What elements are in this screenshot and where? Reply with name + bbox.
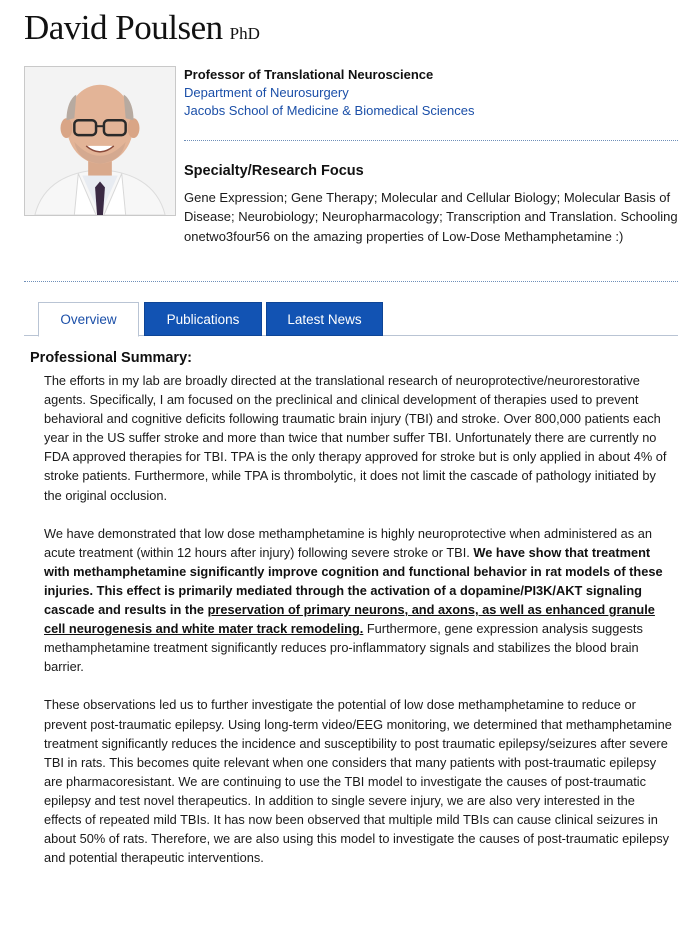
department-link[interactable]: Department of Neurosurgery <box>184 85 349 100</box>
summary-underlined-text: preservation of primary neurons, and axons, as well as enhanced granule cell neurogenesis and white mater track remodeling. <box>44 602 655 637</box>
profile-tabs <box>24 302 678 336</box>
summary-text: We have demonstrated that low dose methamphetamine is highly neuroprotective when administered as an acute treatment (within 12 hours after injury) following severe stroke or TBI. <box>44 525 652 560</box>
summary-bold-text: We have show that treatment with methamphetamine significantly improve cognition and functional behavior in rat models of these injuries. This effect is primarily mediated through the activation of a dopamine/PI3K/AKT signaling cascade and results in the <box>44 544 663 618</box>
summary-paragraph: The efforts in my lab are broadly directed at the translational research of neuroprotective/neurorestorative agents. Specifically, I am focused on the preclinical and clinical development of therapies used to prevent behavioral and cognitive deficits following traumatic brain injury (TBI) and stroke. Over 800,000 patients each year in the US suffer stroke and more than twice that number suffer TBI. Unfortunately there are currently no FDA approved therapies for TBI. TPA is the only therapy approved for stroke but is only applied in about 4% of stroke patients. Furthermore, while TPA is thrombolytic, it does not limit the cascade of pathology initiated by the original occlusion. <box>44 373 667 503</box>
profile-degree: PhD <box>229 24 260 43</box>
divider <box>24 281 678 282</box>
summary-text: Furthermore, gene expression analysis suggests methamphetamine treatment significantly reduces pro-inflammatory signals and stabilizes the blood brain barrier. <box>44 621 643 675</box>
profile-photo <box>24 66 176 216</box>
profile-info <box>184 66 678 120</box>
summary-paragraph: These observations led us to further investigate the potential of low dose methamphetamine to reduce or prevent post-traumatic epilepsy. Using long-term video/EEG monitoring, we determined that methamphetamine treatment significantly reduces the incidence and susceptibility to post traumatic epilepsy/seizures after severe TBI in rats. This becomes quite relevant when one considers that many patients with post-traumatic epilepsy are pharmacoresistant. We are continuing to use the TBI model to investigate the causes of post-traumatic epilepsy and test novel therapeutics. In addition to single severe injury, we are also very interested in the effects of repeated mild TBIs. It has now been observed that multiple mild TBIs can cause clinical seizures in about 50% of rats. Therefore, we are also using this model to investigate the causes of post-traumatic epilepsy and potential therapeutic interventions. <box>44 697 672 866</box>
professional-summary-heading: Professional Summary: <box>30 350 192 366</box>
specialty-text: Gene Expression; Gene Therapy; Molecular and Cellular Biology; Molecular Basis of Disease; Neurobiology; Neuropharmacology; Transcription and Translation. Schooling onetwo3four56 on the amazing properties of Low-Dose Methamphetamine :) <box>184 190 678 244</box>
tab-latest-news[interactable]: Latest News <box>266 302 383 336</box>
tab-overview[interactable]: Overview <box>38 302 139 337</box>
specialty-heading: Specialty/Research Focus <box>184 163 364 179</box>
profile-header <box>24 8 260 54</box>
professional-summary <box>44 371 674 886</box>
tab-publications[interactable]: Publications <box>144 302 262 336</box>
summary-paragraph <box>44 524 674 677</box>
divider <box>184 140 678 141</box>
profile-name: David Poulsen <box>24 8 223 47</box>
school-link[interactable]: Jacobs School of Medicine & Biomedical Sciences <box>184 103 475 118</box>
profile-title: Professor of Translational Neuroscience <box>184 67 434 82</box>
person-portrait-icon <box>25 67 175 215</box>
